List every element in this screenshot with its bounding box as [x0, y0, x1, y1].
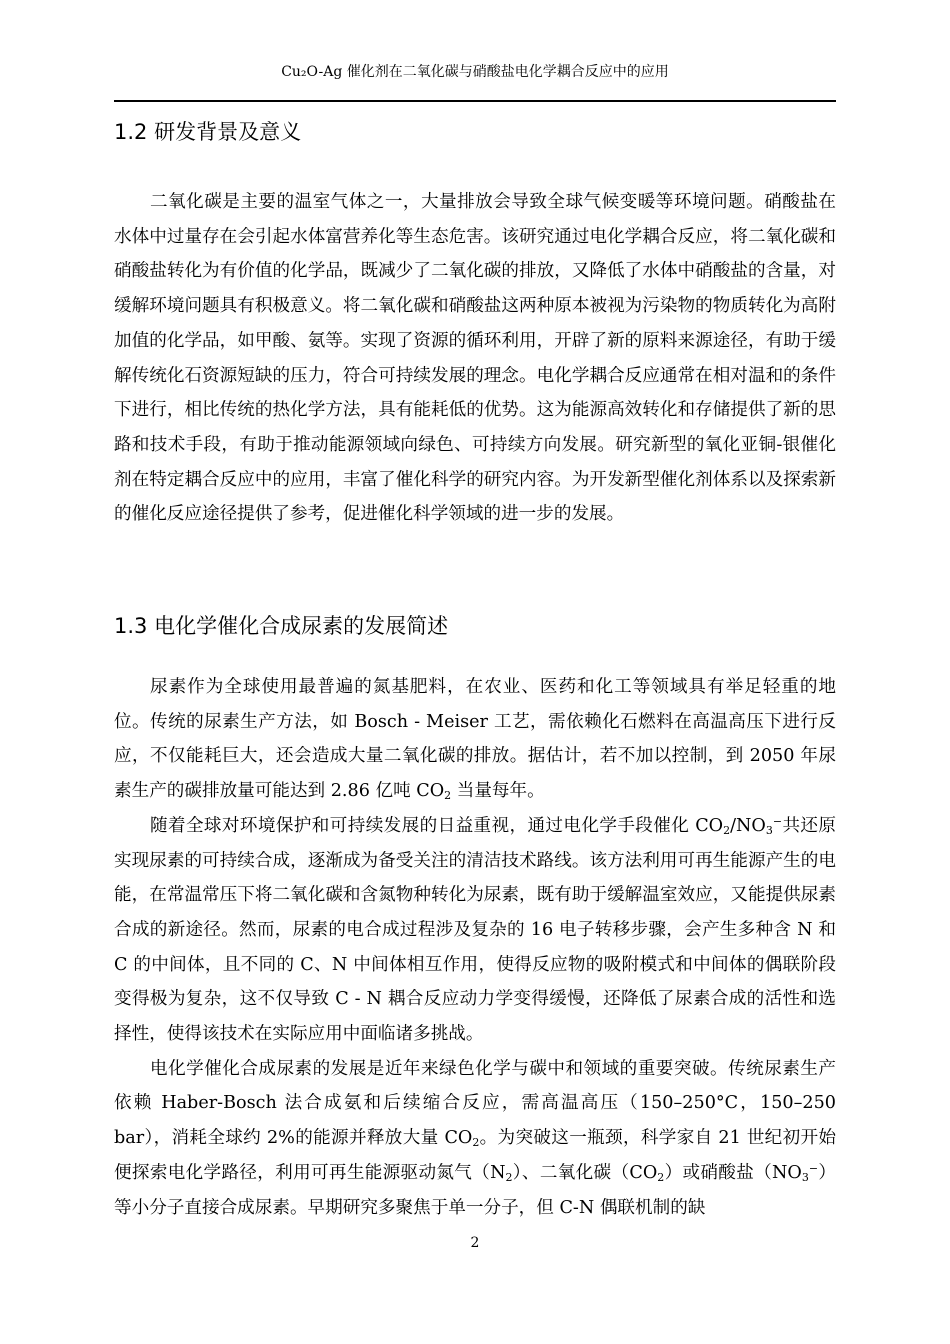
section-heading-1-2: 1.2 研发背景及意义: [114, 120, 302, 144]
header-rule: [114, 100, 836, 102]
paragraph-urea-intro: 尿素作为全球使用最普遍的氮基肥料，在农业、医药和化工等领域具有举足轻重的地位。传统的尿素生产方法，如 Bosch - Meiser 工艺，需依赖化石燃料在高温高压下进行反应，不仅能耗巨大，还会造成大量二氧化碳的排放。据估计，若不加以控制，到 2050 年尿素生产的碳排放量可能达到 2.86 亿吨 $CO_2$ 当量每年。: [114, 677, 836, 803]
paragraph-background: 二氧化碳是主要的温室气体之一，大量排放会导致全球气候变暖等环境问题。硝酸盐在水体中过量存在会引起水体富营养化等生态危害。该研究通过电化学耦合反应，将二氧化碳和硝酸盐转化为有价值的化学品，既减少了二氧化碳的排放，又降低了水体中硝酸盐的含量，对缓解环境问题具有积极意义。将二氧化碳和硝酸盐这两种原本被视为污染物的物质转化为高附加值的化学品，如甲酸、氨等。实现了资源的循环利用，开辟了新的原料来源途径，有助于缓解传统化石资源短缺的压力，符合可持续发展的理念。电化学耦合反应通常在相对温和的条件下进行，相比传统的热化学方法，具有能耗低的优势。这为能源高效转化和存储提供了新的思路和技术手段，有助于推动能源领域向绿色、可持续方向发展。研究新型的氧化亚铜-银催化剂在特定耦合反应中的应用，丰富了催化科学的研究内容。为开发新型催化剂体系以及探索新的催化反应途径提供了参考，促进催化科学领域的进一步的发展。: [114, 192, 836, 525]
section-body-1-3: [114, 670, 836, 1225]
section-body-1-2: [114, 185, 836, 532]
section-heading-1-3: 1.3 电化学催化合成尿素的发展简述: [114, 614, 449, 638]
running-header: Cu₂O-Ag 催化剂在二氧化碳与硝酸盐电化学耦合反应中的应用: [281, 64, 669, 80]
page-number: 2: [470, 1235, 480, 1251]
paragraph-development: 电化学催化合成尿素的发展是近年来绿色化学与碳中和领域的重要突破。传统尿素生产依赖 Haber-Bosch 法合成氨和后续缩合反应，需高温高压（150–250°C，150–250 bar），消耗全球约 2%的能源并释放大量 $CO_2$。为突破这一瓶颈，科学家自 21 世纪初开始便探索电化学路径，利用可再生能源驱动氮气$(N_2)$、二氧化碳$(CO_2)$或硝酸盐$(NO_3^-)$等小分子直接合成尿素。早期研究多聚焦于单一分子，但 C-N 偶联机制的缺: [114, 1058, 836, 1218]
paragraph-electro-synthesis: 随着全球对环境保护和可持续发展的日益重视，通过电化学手段催化 $CO_2/NO_3^-$共还原实现尿素的可持续合成，逐渐成为备受关注的清洁技术路线。该方法利用可再生能源产生的电能，在常温常压下将二氧化碳和含氮物种转化为尿素，既有助于缓解温室效应，又能提供尿素合成的新途径。然而，尿素的电合成过程涉及复杂的 16 电子转移步骤，会产生多种含 N 和 C 的中间体，且不同的 C、N 中间体相互作用，使得反应物的吸附模式和中间体的偶联阶段变得极为复杂，这不仅导致 C - N 耦合反应动力学变得缓慢，还降低了尿素合成的活性和选择性，使得该技术在实际应用中面临诸多挑战。: [114, 814, 836, 1045]
